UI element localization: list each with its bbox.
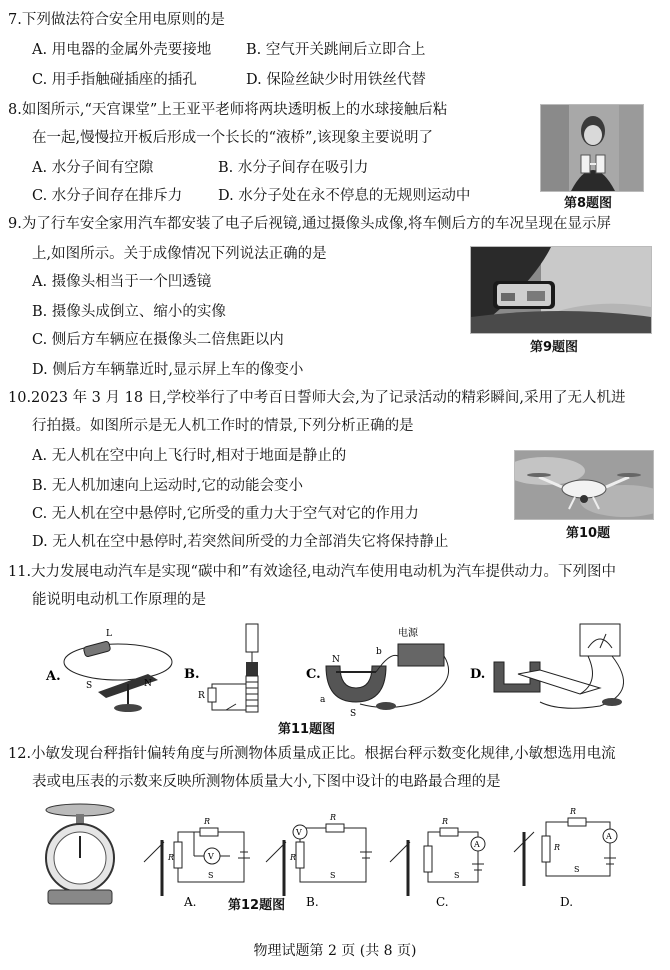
car-mirror-photo-icon	[471, 247, 651, 333]
q11-label-b: B.	[184, 667, 200, 682]
q9-caption: 第9题图	[530, 340, 579, 355]
svg-text:R: R	[442, 817, 449, 826]
q12-figures	[44, 802, 634, 912]
q8-option-c: C. 水分子间存在排斥力	[32, 188, 183, 204]
q8-option-a: A. 水分子间有空隙	[32, 160, 154, 176]
svg-text:N: N	[332, 655, 340, 665]
q12-label-a: A.	[184, 895, 197, 909]
q7-option-c: C. 用手指触碰插座的插孔	[32, 72, 197, 88]
q10-option-c: C. 无人机在空中悬停时,它所受的重力大于空气对它的作用力	[32, 506, 419, 522]
astronaut-photo-icon	[541, 105, 643, 191]
q10-photo	[514, 450, 654, 520]
svg-text:N: N	[144, 679, 152, 689]
q9-photo	[470, 246, 652, 334]
svg-text:V: V	[296, 828, 302, 837]
q10-option-a: A. 无人机在空中向上飞行时,相对于地面是静止的	[32, 448, 347, 464]
q8-caption: 第8题图	[564, 196, 613, 211]
q10-option-b: B. 无人机加速向上运动时,它的动能会变小	[32, 478, 303, 494]
page-footer: 物理试题第 2 页 (共 8 页)	[253, 943, 417, 959]
q8-photo	[540, 104, 644, 192]
question-11-stem-2: 能说明电动机工作原理的是	[32, 592, 206, 608]
svg-text:V: V	[208, 852, 214, 861]
question-11-stem-1: 11.大力发展电动汽车是实现“碳中和”有效途径,电动汽车使用电动机为汽车提供动力。下列图中	[8, 564, 616, 580]
svg-text:S: S	[350, 709, 357, 718]
svg-text:R: R	[204, 817, 211, 826]
q8-option-d: D. 水分子处在永不停息的无规则运动中	[218, 188, 471, 204]
svg-text:R: R	[570, 807, 577, 816]
drone-photo-icon	[515, 451, 653, 519]
q10-option-d: D. 无人机在空中悬停时,若突然间所受的力全部消失它将保持静止	[32, 534, 449, 550]
svg-text:A: A	[606, 832, 612, 841]
q12-circuit-d	[514, 807, 617, 909]
question-10-stem-2: 行拍摄。如图所示是无人机工作时的情景,下列分析正确的是	[32, 418, 414, 434]
question-12-stem-1: 12.小敏发现台秤指针偏转角度与所测物体质量成正比。根据台秤示数变化规律,小敏想选用电流	[8, 746, 616, 762]
q12-caption: 第12题图	[228, 898, 286, 913]
svg-text:R: R	[198, 691, 205, 701]
svg-text:S: S	[86, 681, 93, 691]
q11-label-d: D.	[470, 667, 486, 682]
q9-option-a: A. 摄像头相当于一个凹透镜	[32, 274, 212, 290]
svg-text:电源: 电源	[398, 628, 418, 639]
svg-text:R: R	[290, 853, 297, 862]
svg-text:L: L	[106, 629, 112, 639]
question-8-stem-2: 在一起,慢慢拉开板后形成一个长长的“液桥”,该现象主要说明了	[32, 130, 434, 146]
q7-option-a: A. 用电器的金属外壳要接地	[32, 42, 212, 58]
svg-text:S: S	[330, 871, 336, 880]
svg-text:R: R	[330, 813, 337, 822]
question-7-stem: 7.下列做法符合安全用电原则的是	[8, 12, 225, 28]
svg-text:b: b	[376, 647, 382, 657]
question-8-stem-1: 8.如图所示,“天宫课堂”上王亚平老师将两块透明板上的水球接触后粘	[8, 102, 448, 118]
q9-option-d: D. 侧后方车辆靠近时,显示屏上车的像变小	[32, 362, 304, 378]
q11-figures	[40, 622, 650, 718]
question-9-stem-2: 上,如图所示。关于成像情况下列说法正确的是	[32, 246, 327, 262]
question-9-stem-1: 9.为了行车安全家用汽车都安装了电子后视镜,通过摄像头成像,将车侧后方的车况呈现在显示屏	[8, 216, 612, 232]
question-10-stem-1: 10.2023 年 3 月 18 日,学校举行了中考百日誓师大会,为了记录活动的精彩瞬间,采用了无人机进	[8, 390, 626, 406]
q12-label-c: C.	[436, 895, 449, 909]
q11-caption: 第11题图	[278, 722, 336, 737]
q7-option-d: D. 保险丝缺少时用铁丝代替	[246, 72, 426, 88]
q11-fig-a	[45, 629, 172, 712]
q12-label-d: D.	[560, 895, 574, 909]
q11-label-c: C.	[306, 667, 321, 682]
question-12-stem-2: 表或电压表的示数来反映所测物体质量大小,下图中设计的电路最合理的是	[32, 774, 501, 790]
q11-fig-d	[470, 624, 624, 708]
svg-text:a: a	[320, 695, 326, 705]
q11-label-a: A.	[46, 669, 61, 684]
q11-fig-b	[184, 624, 258, 712]
svg-text:R: R	[554, 843, 561, 852]
kitchen-scale-icon	[46, 804, 114, 904]
svg-text:S: S	[574, 865, 580, 874]
q7-option-b: B. 空气开关跳闸后立即合上	[246, 42, 426, 58]
q12-label-b: B.	[306, 895, 319, 909]
svg-text:S: S	[454, 871, 460, 880]
q11-fig-c	[306, 626, 449, 718]
q10-caption: 第10题	[566, 526, 611, 541]
q12-circuit-c	[390, 817, 485, 909]
svg-text:S: S	[208, 871, 214, 880]
q8-option-b: B. 水分子间存在吸引力	[218, 160, 369, 176]
q9-option-c: C. 侧后方车辆应在摄像头二倍焦距以内	[32, 332, 284, 348]
q9-option-b: B. 摄像头成倒立、缩小的实像	[32, 304, 226, 320]
svg-text:A: A	[474, 840, 480, 849]
svg-text:R: R	[168, 853, 175, 862]
